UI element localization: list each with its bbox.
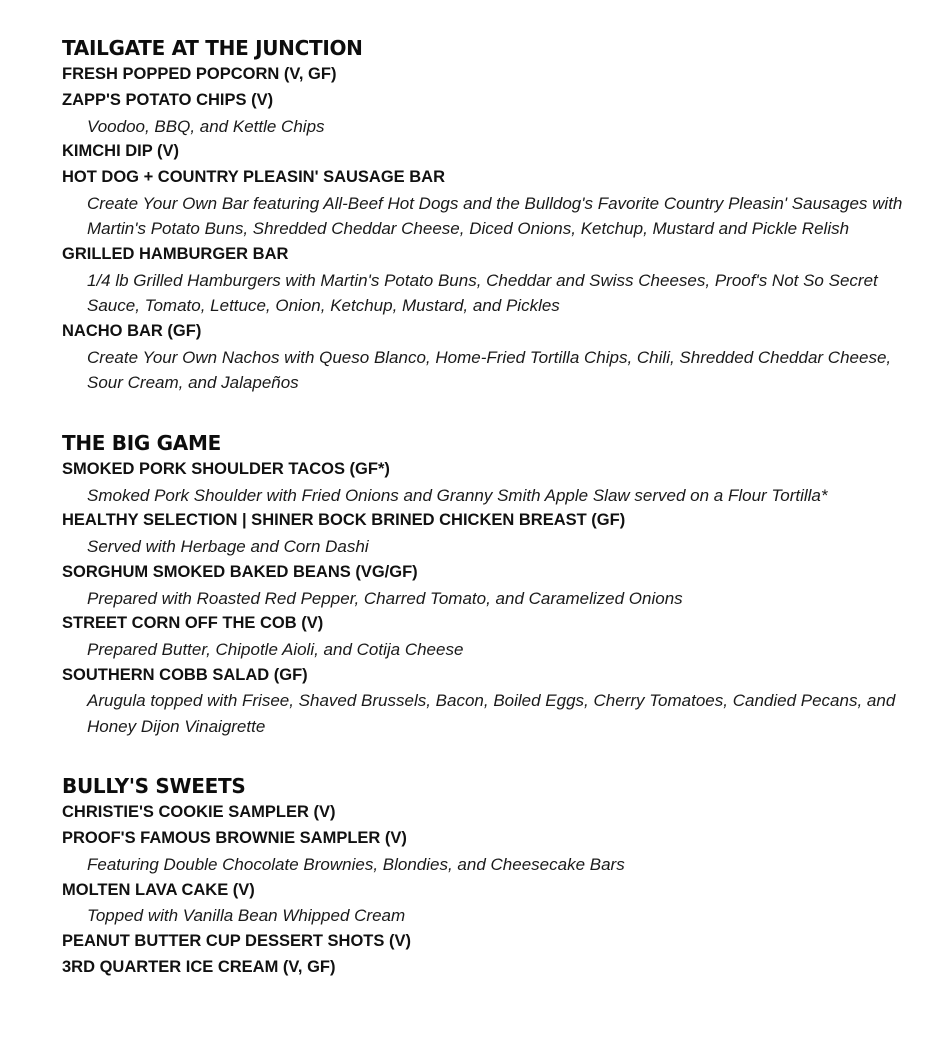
- item-description: Arugula topped with Frisee, Shaved Brussels, Bacon, Boiled Eggs, Cherry Tomatoes, Candied Pecans, and Honey Dijon Vinaigrette: [87, 691, 896, 736]
- menu-item: [62, 611, 912, 662]
- item-name: ZAPP'S POTATO CHIPS (V): [62, 90, 274, 109]
- item-description: Served with Herbage and Corn Dashi: [87, 537, 369, 557]
- menu-item: [62, 826, 912, 877]
- item-name: NACHO BAR (GF): [62, 321, 202, 340]
- menu-item: [62, 955, 912, 981]
- item-name: STREET CORN OFF THE COB (V): [62, 614, 324, 633]
- item-name: 3RD QUARTER ICE CREAM (V, GF): [62, 957, 336, 976]
- menu-document: [62, 34, 912, 1014]
- menu-item: [62, 800, 912, 826]
- menu-item: [62, 165, 912, 242]
- menu-item: [62, 319, 912, 396]
- item-name: CHRISTIE'S COOKIE SAMPLER (V): [62, 803, 336, 822]
- item-description: Create Your Own Nachos with Queso Blanco, Home-Fried Tortilla Chips, Chili, Shredded Cheddar Cheese, Sour Cream, and Jalapeños: [87, 347, 892, 393]
- section-title: BULLY'S SWEETS: [62, 774, 246, 799]
- menu-item: [62, 508, 912, 559]
- item-name: HOT DOG + COUNTRY PLEASIN' SAUSAGE BAR: [62, 167, 446, 186]
- item-name: SMOKED PORK SHOULDER TACOS (GF*): [62, 459, 390, 478]
- menu-section-tailgate: [62, 34, 912, 396]
- item-description: Featuring Double Chocolate Brownies, Blondies, and Cheesecake Bars: [87, 855, 625, 875]
- menu-item: [62, 139, 912, 165]
- item-name: MOLTEN LAVA CAKE (V): [62, 880, 255, 899]
- menu-item: [62, 88, 912, 139]
- menu-item: [62, 878, 912, 929]
- item-name: KIMCHI DIP (V): [62, 142, 180, 161]
- item-description: Prepared with Roasted Red Pepper, Charred Tomato, and Caramelized Onions: [87, 588, 683, 608]
- menu-item: [62, 242, 912, 319]
- item-name: PROOF'S FAMOUS BROWNIE SAMPLER (V): [62, 829, 407, 848]
- section-title: TAILGATE AT THE JUNCTION: [62, 36, 363, 60]
- item-description: Topped with Vanilla Bean Whipped Cream: [87, 906, 406, 926]
- item-description: 1/4 lb Grilled Hamburgers with Martin's Potato Buns, Cheddar and Swiss Cheeses, Proof's Not So Secret Sauce, Tomato, Lettuce, Onion, Ketchup, Mustard, and Pickles: [87, 270, 878, 316]
- item-name: HEALTHY SELECTION | SHINER BOCK BRINED CHICKEN BREAST (GF): [62, 511, 626, 530]
- item-description: Prepared Butter, Chipotle Aioli, and Cotija Cheese: [87, 639, 464, 659]
- item-name: GRILLED HAMBURGER BAR: [62, 244, 289, 263]
- menu-section-big-game: [62, 429, 912, 740]
- item-description: Create Your Own Bar featuring All-Beef Hot Dogs and the Bulldog's Favorite Country Pleasin' Sausages with Martin's Potato Buns, Shredded Cheddar Cheese, Diced Onions, Ketchup, Mustard and Pickle Relish: [87, 193, 903, 239]
- item-name: SOUTHERN COBB SALAD (GF): [62, 665, 308, 684]
- item-name: SORGHUM SMOKED BAKED BEANS (VG/GF): [62, 562, 418, 581]
- menu-item: [62, 457, 912, 508]
- menu-item: [62, 929, 912, 955]
- menu-item: [62, 62, 912, 88]
- menu-item: [62, 560, 912, 611]
- section-title: THE BIG GAME: [62, 430, 221, 455]
- item-description: Smoked Pork Shoulder with Fried Onions and Granny Smith Apple Slaw served on a Flour Tortilla*: [87, 485, 828, 505]
- item-name: PEANUT BUTTER CUP DESSERT SHOTS (V): [62, 932, 411, 951]
- menu-section-sweets: [62, 772, 912, 980]
- item-name: FRESH POPPED POPCORN (V, GF): [62, 65, 337, 83]
- menu-item: [62, 663, 912, 740]
- item-description: Voodoo, BBQ, and Kettle Chips: [87, 116, 325, 136]
